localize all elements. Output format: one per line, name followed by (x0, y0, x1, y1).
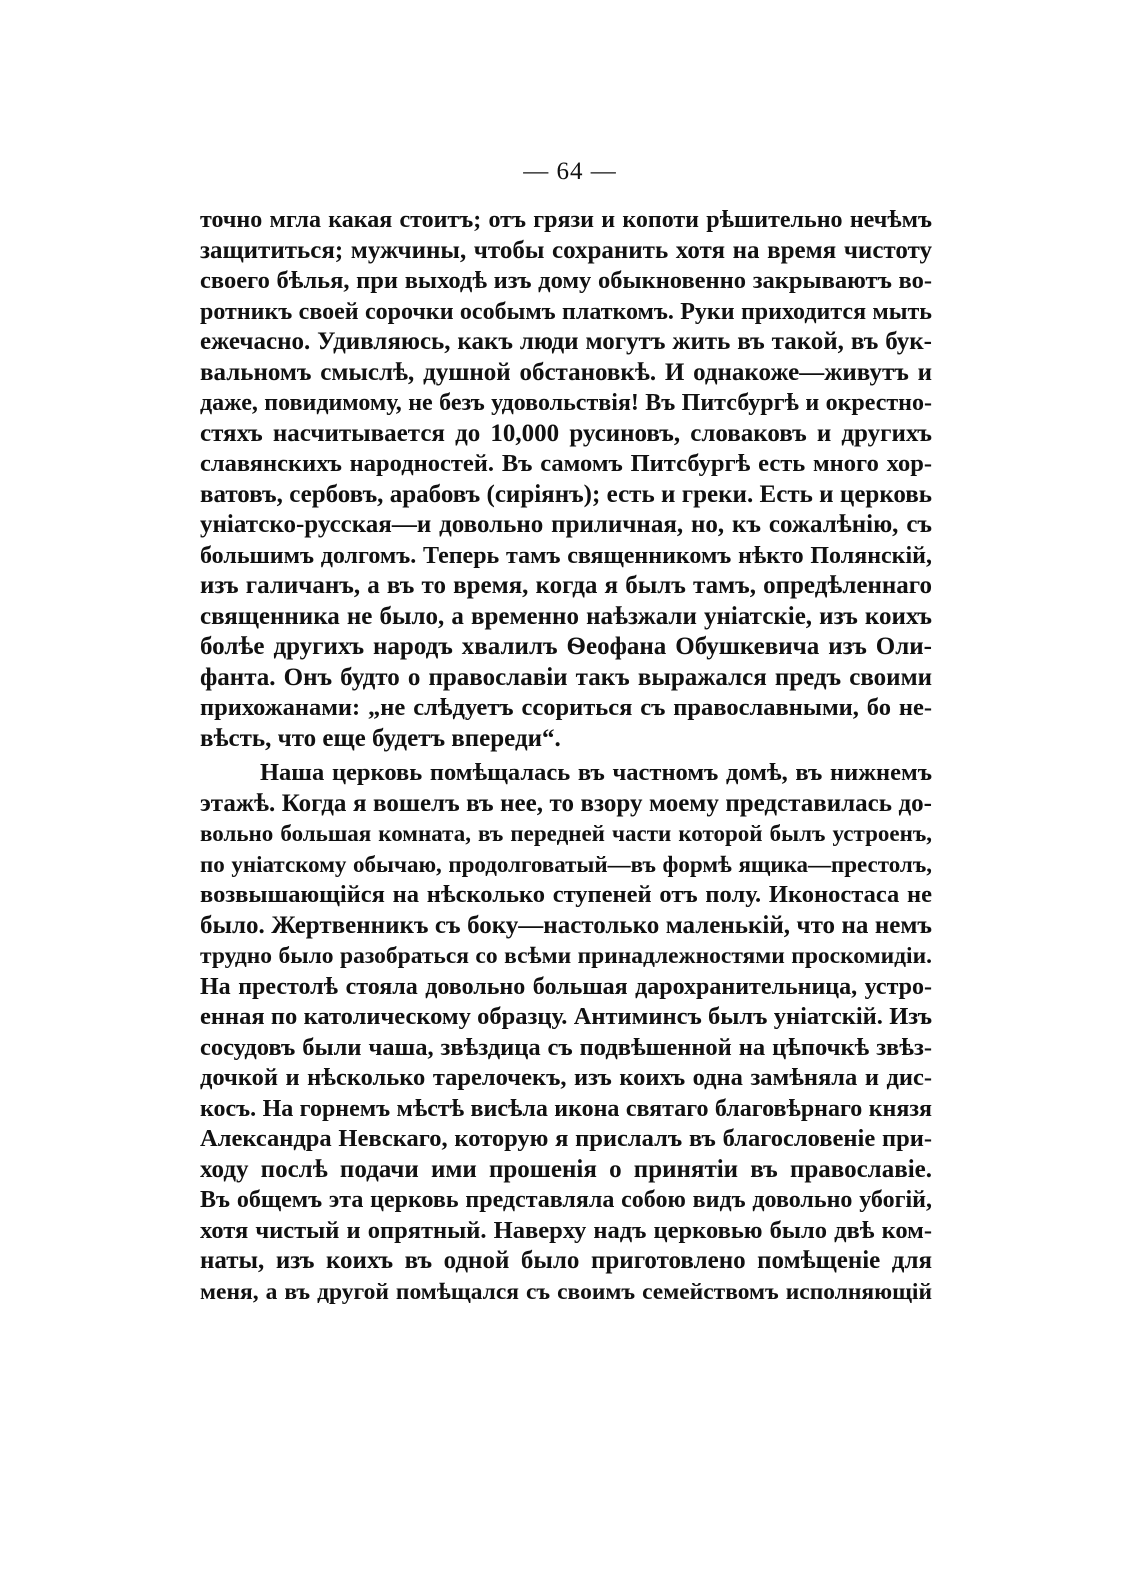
text-line: священника не было, а временно наѣзжали уніатскіе, изъ коихъ (200, 602, 932, 630)
text-line: стяхъ насчитывается до 10,000 русиновъ, словаковъ и другихъ (200, 419, 932, 447)
text-line: косъ. На горнемъ мѣстѣ висѣла икона святаго благовѣрнаго князя (200, 1095, 932, 1122)
text-line: точно мгла какая стоитъ; отъ грязи и копоти рѣшительно нечѣмъ (200, 207, 932, 233)
text-line: даже, повидимому, не безъ удовольствія! Въ Питсбургѣ и окрестно- (200, 390, 932, 416)
text-line: ежечасно. Удивляюсь, какъ люди могутъ жить въ такой, въ бук- (200, 328, 932, 355)
text-line: славянскихъ народностей. Въ самомъ Питсбургѣ есть много хор- (200, 450, 932, 477)
text-line: сосудовъ были чаша, звѣздица съ подвѣшенной на цѣпочкѣ звѣз- (200, 1033, 932, 1061)
text-line: защититься; мужчины, чтобы сохранить хотя на время чистоту (200, 236, 932, 264)
text-line: наты, изъ коихъ въ одной было приготовлено помѣщеніе для (200, 1247, 932, 1274)
text-line: хотя чистый и опрятный. Наверху надъ церковью было двѣ ком- (200, 1216, 932, 1244)
text-line: своего бѣлья, при выходѣ изъ дому обыкновенно закрываютъ во- (200, 267, 932, 294)
body-text (200, 205, 932, 1307)
text-line: болѣе другихъ народъ хвалилъ Ѳеофана Обушкевича изъ Оли- (200, 633, 932, 660)
text-line: дочкой и нѣсколько тарелочекъ, изъ коихъ одна замѣняла и дис- (200, 1064, 932, 1091)
text-line: этажѣ. Когда я вошелъ въ нее, то взору моему представилась до- (200, 789, 932, 817)
text-line: вальномъ смыслѣ, душной обстановкѣ. И однакоже—живутъ и (200, 358, 932, 386)
text-line: Наша церковь помѣщалась въ частномъ домѣ, въ нижнемъ (260, 759, 932, 786)
text-line: Въ общемъ эта церковь представляла собою видъ довольно убогій, (200, 1187, 932, 1213)
text-line: фанта. Онъ будто о православіи такъ выражался предъ своими (200, 663, 932, 691)
page-number: — 64 — (523, 158, 617, 185)
text-line: возвышающійся на нѣсколько ступеней отъ полу. Иконостаса не (200, 881, 932, 908)
text-line: большимъ долгомъ. Теперь тамъ священникомъ нѣкто Полянскій, (200, 542, 932, 569)
text-line: изъ галичанъ, а въ то время, когда я былъ тамъ, опредѣленнаго (200, 572, 932, 599)
paragraph-1 (200, 205, 932, 754)
text-line: уніатско-русская—и довольно приличная, но, къ сожалѣнію, съ (200, 511, 932, 538)
text-line: ватовъ, сербовъ, арабовъ (сиріянъ); есть и греки. Есть и церковь (200, 480, 932, 508)
text-line: Александра Невскаго, которую я прислалъ въ благословеніе при- (200, 1125, 932, 1152)
text-line: вольно большая комната, въ передней части которой былъ устроенъ, (200, 821, 932, 846)
text-line: вѣсть, что еще будетъ впереди“. (200, 724, 561, 752)
text-line: было. Жертвенникъ съ боку—настолько маленькій, что на немъ (200, 911, 932, 939)
paragraph-2 (200, 758, 932, 1307)
text-line: енная по католическому образцу. Антиминсъ былъ уніатскій. Изъ (200, 1003, 932, 1030)
text-line: На престолѣ стояла довольно большая дарохранительница, устро- (200, 973, 932, 1000)
text-line: ходу послѣ подачи ими прошенія о принятіи въ православіе. (200, 1155, 932, 1183)
text-line: прихожанами: „не слѣдуетъ ссориться съ православными, бо не- (200, 694, 932, 721)
text-line: трудно было разобраться со всѣми принадлежностями проскомидіи. (200, 943, 932, 969)
text-line: ротникъ своей сорочки особымъ платкомъ. Руки приходится мыть (200, 298, 932, 325)
text-line: меня, а въ другой помѣщался съ своимъ семействомъ исполняющій (200, 1278, 932, 1305)
text-line: по уніатскому обычаю, продолговатый—въ формѣ ящика—престолъ, (200, 851, 932, 877)
